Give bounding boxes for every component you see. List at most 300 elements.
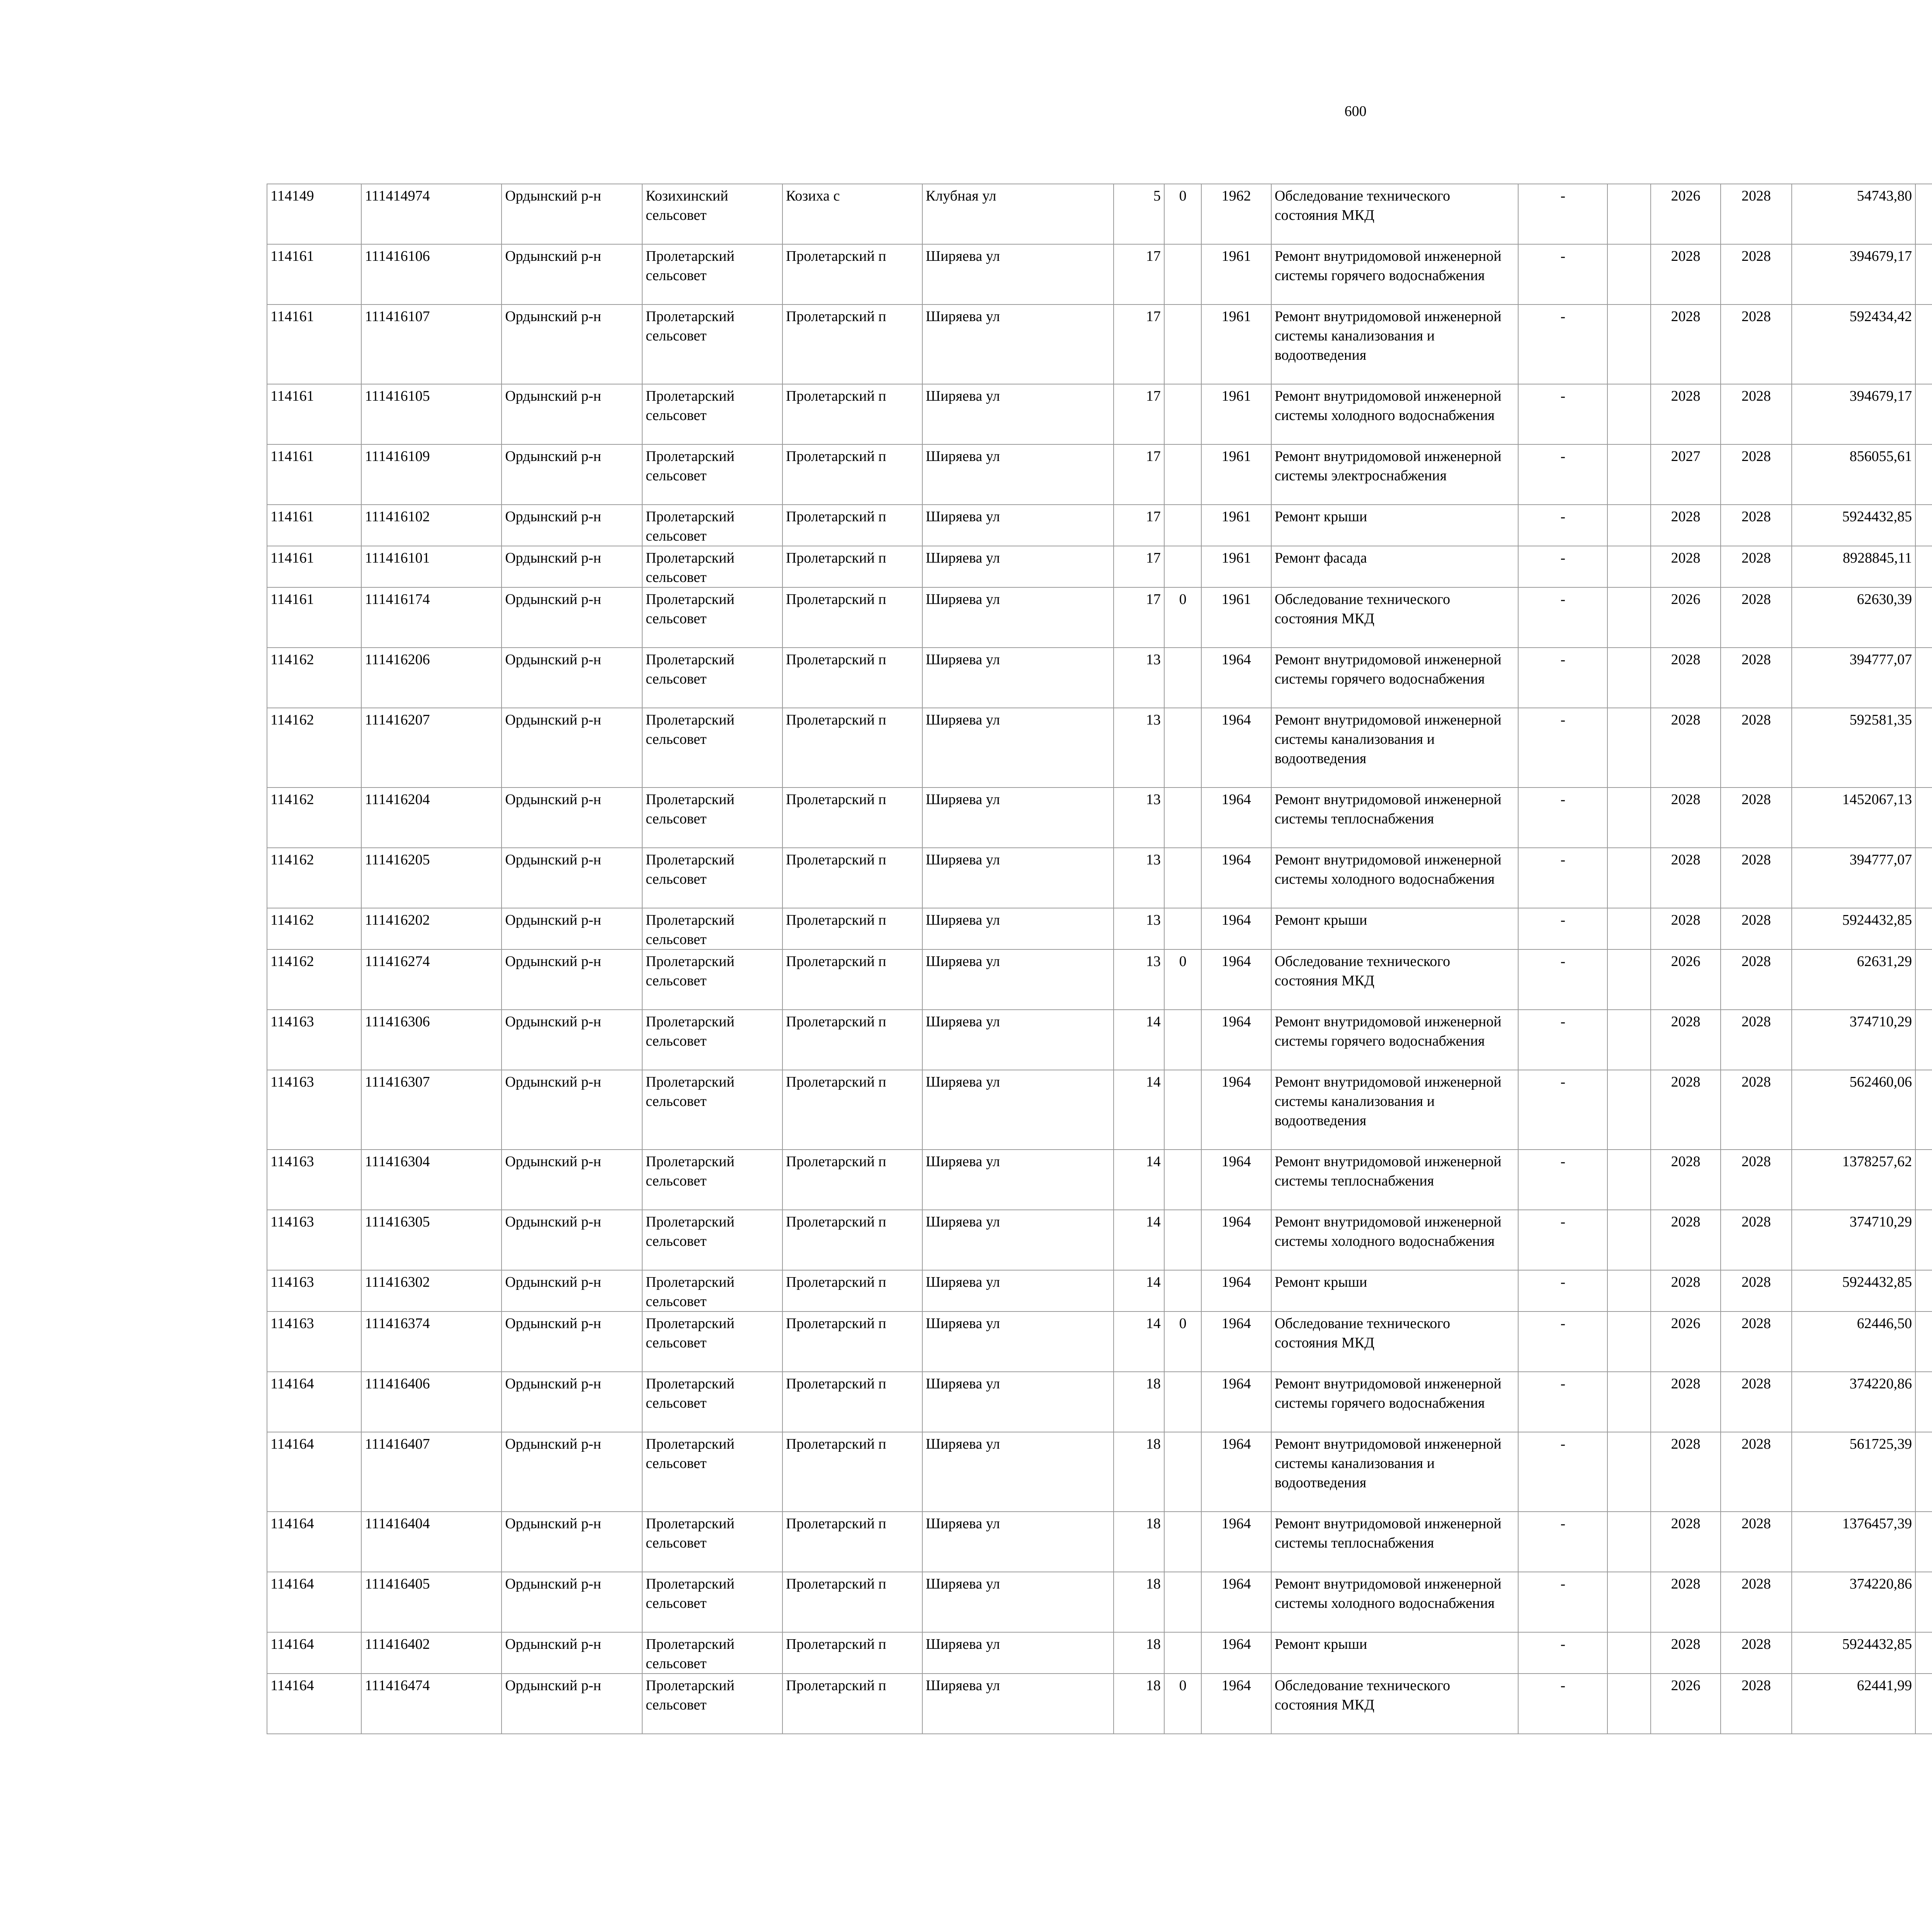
district-cell: Ордынский р-н (502, 505, 642, 546)
empty-cell (1607, 304, 1651, 384)
record-id-cell: 111416305 (361, 1210, 502, 1270)
record-id-cell: 111416474 (361, 1674, 502, 1734)
year-end-cell: 2028 (1721, 708, 1792, 788)
table-row (267, 949, 1932, 1010)
building-cell (1164, 304, 1201, 384)
cost-cell: 8928845,11 (1792, 546, 1915, 587)
build-year-cell: 1964 (1201, 1632, 1271, 1674)
cost-cell: 394777,07 (1792, 648, 1915, 708)
build-year-cell: 1964 (1201, 708, 1271, 788)
building-cell (1164, 546, 1201, 587)
record-id-cell: 111416404 (361, 1512, 502, 1572)
cost-cell: 5924432,85 (1792, 1270, 1915, 1311)
record-id-cell: 111416109 (361, 444, 502, 505)
house-number-cell: 13 (1114, 848, 1164, 908)
work-type-cell: Ремонт внутридомовой инженерной системы горячего водоснабжения (1271, 648, 1519, 708)
work-type-cell: Обследование технического состояния МКД (1271, 587, 1519, 648)
build-year-cell: 1961 (1201, 244, 1271, 304)
dash-cell: - (1518, 546, 1607, 587)
house-number-cell: 17 (1114, 384, 1164, 444)
cost-total-cell (1915, 1070, 1932, 1150)
table-row (267, 1010, 1932, 1070)
house-id-cell: 114161 (267, 384, 361, 444)
dash-cell: - (1518, 1070, 1607, 1150)
house-id-cell: 114161 (267, 546, 361, 587)
work-type-cell: Ремонт внутридомовой инженерной системы теплоснабжения (1271, 1150, 1519, 1210)
year-start-cell: 2026 (1651, 1311, 1720, 1372)
year-end-cell: 2028 (1721, 1632, 1792, 1674)
locality-cell: Пролетарский п (782, 908, 922, 949)
record-id-cell: 111416207 (361, 708, 502, 788)
house-id-cell: 114163 (267, 1150, 361, 1210)
year-start-cell: 2028 (1651, 1150, 1720, 1210)
work-type-cell: Ремонт внутридомовой инженерной системы холодного водоснабжения (1271, 1210, 1519, 1270)
year-end-cell: 2028 (1721, 587, 1792, 648)
house-number-cell: 18 (1114, 1632, 1164, 1674)
building-cell (1164, 788, 1201, 848)
table-row (267, 304, 1932, 384)
build-year-cell: 1964 (1201, 1311, 1271, 1372)
cost-cell: 5924432,85 (1792, 908, 1915, 949)
building-cell (1164, 648, 1201, 708)
build-year-cell: 1964 (1201, 1432, 1271, 1512)
year-end-cell: 2028 (1721, 1674, 1792, 1734)
house-id-cell: 114164 (267, 1632, 361, 1674)
cost-cell: 394777,07 (1792, 848, 1915, 908)
dash-cell: - (1518, 244, 1607, 304)
district-cell: Ордынский р-н (502, 384, 642, 444)
building-cell (1164, 708, 1201, 788)
work-type-cell: Ремонт крыши (1271, 908, 1519, 949)
page-number: 600 (1344, 103, 1367, 119)
building-cell: 0 (1164, 1674, 1201, 1734)
locality-cell: Пролетарский п (782, 788, 922, 848)
building-cell: 0 (1164, 184, 1201, 244)
district-cell: Ордынский р-н (502, 908, 642, 949)
district-cell: Ордынский р-н (502, 1070, 642, 1150)
empty-cell (1607, 708, 1651, 788)
record-id-cell: 111416174 (361, 587, 502, 648)
year-start-cell: 2028 (1651, 1210, 1720, 1270)
council-cell: Пролетарский сельсовет (642, 648, 782, 708)
council-cell: Пролетарский сельсовет (642, 505, 782, 546)
empty-cell (1607, 949, 1651, 1010)
work-type-cell: Обследование технического состояния МКД (1271, 184, 1519, 244)
street-cell: Ширяева ул (922, 1070, 1114, 1150)
council-cell: Пролетарский сельсовет (642, 444, 782, 505)
year-end-cell: 2028 (1721, 1372, 1792, 1432)
year-end-cell: 2028 (1721, 1432, 1792, 1512)
locality-cell: Пролетарский п (782, 1674, 922, 1734)
work-type-cell: Обследование технического состояния МКД (1271, 949, 1519, 1010)
house-number-cell: 17 (1114, 444, 1164, 505)
table-row (267, 848, 1932, 908)
house-number-cell: 17 (1114, 505, 1164, 546)
council-cell: Пролетарский сельсовет (642, 1210, 782, 1270)
cost-cell: 561725,39 (1792, 1432, 1915, 1512)
building-cell (1164, 1512, 1201, 1572)
dash-cell: - (1518, 1432, 1607, 1512)
cost-total-cell (1915, 708, 1932, 788)
dash-cell: - (1518, 1372, 1607, 1432)
house-number-cell: 14 (1114, 1311, 1164, 1372)
building-cell: 0 (1164, 1311, 1201, 1372)
empty-cell (1607, 444, 1651, 505)
street-cell: Ширяева ул (922, 908, 1114, 949)
building-cell (1164, 1010, 1201, 1070)
house-id-cell: 114163 (267, 1210, 361, 1270)
record-id-cell: 111416407 (361, 1432, 502, 1512)
cost-cell: 62631,29 (1792, 949, 1915, 1010)
house-id-cell: 114164 (267, 1674, 361, 1734)
district-cell: Ордынский р-н (502, 1010, 642, 1070)
cost-total-cell (1915, 1674, 1932, 1734)
year-end-cell: 2028 (1721, 384, 1792, 444)
building-cell (1164, 1372, 1201, 1432)
district-cell: Ордынский р-н (502, 1512, 642, 1572)
council-cell: Пролетарский сельсовет (642, 848, 782, 908)
house-id-cell: 114149 (267, 184, 361, 244)
empty-cell (1607, 1632, 1651, 1674)
dash-cell: - (1518, 908, 1607, 949)
dash-cell: - (1518, 1674, 1607, 1734)
house-id-cell: 114162 (267, 648, 361, 708)
house-number-cell: 17 (1114, 587, 1164, 648)
cost-total-cell (1915, 1311, 1932, 1372)
year-start-cell: 2028 (1651, 1270, 1720, 1311)
district-cell: Ордынский р-н (502, 848, 642, 908)
district-cell: Ордынский р-н (502, 949, 642, 1010)
record-id-cell: 111416105 (361, 384, 502, 444)
cost-total-cell (1915, 384, 1932, 444)
cost-cell: 62630,39 (1792, 587, 1915, 648)
council-cell: Пролетарский сельсовет (642, 244, 782, 304)
work-type-cell: Ремонт крыши (1271, 505, 1519, 546)
locality-cell: Пролетарский п (782, 848, 922, 908)
dash-cell: - (1518, 648, 1607, 708)
council-cell: Козихинский сельсовет (642, 184, 782, 244)
dash-cell: - (1518, 708, 1607, 788)
cost-total-cell (1915, 444, 1932, 505)
street-cell: Ширяева ул (922, 384, 1114, 444)
locality-cell: Пролетарский п (782, 708, 922, 788)
table-row (267, 505, 1932, 546)
dash-cell: - (1518, 1270, 1607, 1311)
locality-cell: Пролетарский п (782, 1311, 922, 1372)
house-id-cell: 114161 (267, 244, 361, 304)
year-end-cell: 2028 (1721, 244, 1792, 304)
street-cell: Ширяева ул (922, 788, 1114, 848)
street-cell: Ширяева ул (922, 444, 1114, 505)
house-id-cell: 114164 (267, 1372, 361, 1432)
street-cell: Ширяева ул (922, 1432, 1114, 1512)
locality-cell: Козиха с (782, 184, 922, 244)
house-number-cell: 13 (1114, 648, 1164, 708)
house-number-cell: 18 (1114, 1432, 1164, 1512)
cost-cell: 62441,99 (1792, 1674, 1915, 1734)
build-year-cell: 1961 (1201, 304, 1271, 384)
house-number-cell: 13 (1114, 908, 1164, 949)
council-cell: Пролетарский сельсовет (642, 1150, 782, 1210)
cost-cell: 1376457,39 (1792, 1512, 1915, 1572)
record-id-cell: 111416306 (361, 1010, 502, 1070)
build-year-cell: 1964 (1201, 1270, 1271, 1311)
table-row (267, 708, 1932, 788)
locality-cell: Пролетарский п (782, 1210, 922, 1270)
dash-cell: - (1518, 1632, 1607, 1674)
year-end-cell: 2028 (1721, 444, 1792, 505)
house-number-cell: 14 (1114, 1070, 1164, 1150)
table-row (267, 384, 1932, 444)
table-row (267, 444, 1932, 505)
council-cell: Пролетарский сельсовет (642, 1010, 782, 1070)
locality-cell: Пролетарский п (782, 444, 922, 505)
year-end-cell: 2028 (1721, 505, 1792, 546)
empty-cell (1607, 505, 1651, 546)
locality-cell: Пролетарский п (782, 505, 922, 546)
council-cell: Пролетарский сельсовет (642, 908, 782, 949)
work-type-cell: Обследование технического состояния МКД (1271, 1311, 1519, 1372)
cost-cell: 5924432,85 (1792, 1632, 1915, 1674)
council-cell: Пролетарский сельсовет (642, 788, 782, 848)
empty-cell (1607, 648, 1651, 708)
locality-cell: Пролетарский п (782, 949, 922, 1010)
cost-total-cell (1915, 184, 1932, 244)
record-id-cell: 111416101 (361, 546, 502, 587)
cost-cell: 592434,42 (1792, 304, 1915, 384)
table-row (267, 788, 1932, 848)
locality-cell: Пролетарский п (782, 244, 922, 304)
dash-cell: - (1518, 184, 1607, 244)
year-start-cell: 2028 (1651, 708, 1720, 788)
locality-cell: Пролетарский п (782, 648, 922, 708)
cost-total-cell (1915, 1210, 1932, 1270)
work-type-cell: Обследование технического состояния МКД (1271, 1674, 1519, 1734)
house-id-cell: 114162 (267, 908, 361, 949)
year-end-cell: 2028 (1721, 304, 1792, 384)
cost-cell: 374710,29 (1792, 1210, 1915, 1270)
building-cell (1164, 1432, 1201, 1512)
street-cell: Ширяева ул (922, 1572, 1114, 1632)
dash-cell: - (1518, 505, 1607, 546)
house-id-cell: 114161 (267, 304, 361, 384)
dash-cell: - (1518, 1572, 1607, 1632)
year-start-cell: 2028 (1651, 1372, 1720, 1432)
locality-cell: Пролетарский п (782, 1372, 922, 1432)
year-start-cell: 2028 (1651, 1512, 1720, 1572)
cost-cell: 374220,86 (1792, 1372, 1915, 1432)
cost-cell: 374710,29 (1792, 1010, 1915, 1070)
year-end-cell: 2028 (1721, 1210, 1792, 1270)
year-start-cell: 2028 (1651, 384, 1720, 444)
work-type-cell: Ремонт внутридомовой инженерной системы электроснабжения (1271, 444, 1519, 505)
build-year-cell: 1964 (1201, 1010, 1271, 1070)
building-cell (1164, 384, 1201, 444)
locality-cell: Пролетарский п (782, 1632, 922, 1674)
council-cell: Пролетарский сельсовет (642, 1512, 782, 1572)
work-type-cell: Ремонт внутридомовой инженерной системы теплоснабжения (1271, 1512, 1519, 1572)
table-row (267, 1311, 1932, 1372)
locality-cell: Пролетарский п (782, 304, 922, 384)
street-cell: Ширяева ул (922, 648, 1114, 708)
year-end-cell: 2028 (1721, 1311, 1792, 1372)
empty-cell (1607, 908, 1651, 949)
build-year-cell: 1964 (1201, 648, 1271, 708)
dash-cell: - (1518, 1150, 1607, 1210)
street-cell: Ширяева ул (922, 1210, 1114, 1270)
record-id-cell: 111416202 (361, 908, 502, 949)
house-number-cell: 13 (1114, 788, 1164, 848)
council-cell: Пролетарский сельсовет (642, 1572, 782, 1632)
empty-cell (1607, 1070, 1651, 1150)
table-row (267, 1432, 1932, 1512)
table-row (267, 546, 1932, 587)
year-start-cell: 2028 (1651, 1070, 1720, 1150)
locality-cell: Пролетарский п (782, 1512, 922, 1572)
year-start-cell: 2028 (1651, 1572, 1720, 1632)
work-type-cell: Ремонт внутридомовой инженерной системы холодного водоснабжения (1271, 1572, 1519, 1632)
district-cell: Ордынский р-н (502, 304, 642, 384)
cost-cell: 374220,86 (1792, 1572, 1915, 1632)
year-start-cell: 2028 (1651, 546, 1720, 587)
locality-cell: Пролетарский п (782, 1432, 922, 1512)
council-cell: Пролетарский сельсовет (642, 1070, 782, 1150)
table-row (267, 1632, 1932, 1674)
house-number-cell: 18 (1114, 1512, 1164, 1572)
build-year-cell: 1964 (1201, 1572, 1271, 1632)
empty-cell (1607, 546, 1651, 587)
building-cell (1164, 444, 1201, 505)
council-cell: Пролетарский сельсовет (642, 546, 782, 587)
locality-cell: Пролетарский п (782, 546, 922, 587)
district-cell: Ордынский р-н (502, 244, 642, 304)
district-cell: Ордынский р-н (502, 1632, 642, 1674)
year-end-cell: 2028 (1721, 908, 1792, 949)
street-cell: Клубная ул (922, 184, 1114, 244)
table-row (267, 1512, 1932, 1572)
build-year-cell: 1961 (1201, 587, 1271, 648)
building-cell (1164, 908, 1201, 949)
district-cell: Ордынский р-н (502, 1270, 642, 1311)
house-number-cell: 14 (1114, 1210, 1164, 1270)
table-row (267, 1150, 1932, 1210)
council-cell: Пролетарский сельсовет (642, 1632, 782, 1674)
house-id-cell: 114161 (267, 505, 361, 546)
council-cell: Пролетарский сельсовет (642, 587, 782, 648)
year-start-cell: 2028 (1651, 788, 1720, 848)
street-cell: Ширяева ул (922, 1270, 1114, 1311)
house-number-cell: 17 (1114, 244, 1164, 304)
building-cell (1164, 1632, 1201, 1674)
record-id-cell: 111416402 (361, 1632, 502, 1674)
work-type-cell: Ремонт внутридомовой инженерной системы канализования и водоотведения (1271, 1070, 1519, 1150)
house-id-cell: 114162 (267, 708, 361, 788)
year-start-cell: 2028 (1651, 304, 1720, 384)
empty-cell (1607, 587, 1651, 648)
year-end-cell: 2028 (1721, 848, 1792, 908)
record-id-cell: 111416304 (361, 1150, 502, 1210)
work-type-cell: Ремонт внутридомовой инженерной системы холодного водоснабжения (1271, 384, 1519, 444)
street-cell: Ширяева ул (922, 1512, 1114, 1572)
cost-total-cell (1915, 546, 1932, 587)
district-cell: Ордынский р-н (502, 1432, 642, 1512)
record-id-cell: 111416106 (361, 244, 502, 304)
empty-cell (1607, 184, 1651, 244)
council-cell: Пролетарский сельсовет (642, 304, 782, 384)
street-cell: Ширяева ул (922, 546, 1114, 587)
house-number-cell: 18 (1114, 1372, 1164, 1432)
district-cell: Ордынский р-н (502, 648, 642, 708)
dash-cell: - (1518, 304, 1607, 384)
building-cell (1164, 1150, 1201, 1210)
street-cell: Ширяева ул (922, 1010, 1114, 1070)
street-cell: Ширяева ул (922, 1674, 1114, 1734)
house-number-cell: 17 (1114, 304, 1164, 384)
year-end-cell: 2028 (1721, 184, 1792, 244)
record-id-cell: 111416206 (361, 648, 502, 708)
year-start-cell: 2027 (1651, 444, 1720, 505)
build-year-cell: 1964 (1201, 848, 1271, 908)
council-cell: Пролетарский сельсовет (642, 1311, 782, 1372)
house-id-cell: 114163 (267, 1311, 361, 1372)
house-number-cell: 17 (1114, 546, 1164, 587)
cost-total-cell (1915, 1372, 1932, 1432)
locality-cell: Пролетарский п (782, 1010, 922, 1070)
work-type-cell: Ремонт крыши (1271, 1270, 1519, 1311)
building-cell (1164, 1070, 1201, 1150)
house-id-cell: 114162 (267, 949, 361, 1010)
work-type-cell: Ремонт внутридомовой инженерной системы горячего водоснабжения (1271, 1372, 1519, 1432)
dash-cell: - (1518, 1311, 1607, 1372)
build-year-cell: 1961 (1201, 384, 1271, 444)
year-start-cell: 2028 (1651, 1432, 1720, 1512)
house-number-cell: 5 (1114, 184, 1164, 244)
year-start-cell: 2028 (1651, 1632, 1720, 1674)
building-cell (1164, 1572, 1201, 1632)
street-cell: Ширяева ул (922, 949, 1114, 1010)
house-number-cell: 14 (1114, 1270, 1164, 1311)
cost-total-cell (1915, 587, 1932, 648)
house-id-cell: 114164 (267, 1572, 361, 1632)
year-end-cell: 2028 (1721, 648, 1792, 708)
build-year-cell: 1964 (1201, 1070, 1271, 1150)
empty-cell (1607, 1432, 1651, 1512)
locality-cell: Пролетарский п (782, 587, 922, 648)
empty-cell (1607, 1674, 1651, 1734)
year-start-cell: 2026 (1651, 1674, 1720, 1734)
cost-total-cell (1915, 648, 1932, 708)
record-id-cell: 111416405 (361, 1572, 502, 1632)
work-type-cell: Ремонт внутридомовой инженерной системы теплоснабжения (1271, 788, 1519, 848)
building-cell (1164, 505, 1201, 546)
build-year-cell: 1964 (1201, 1372, 1271, 1432)
build-year-cell: 1962 (1201, 184, 1271, 244)
cost-total-cell (1915, 949, 1932, 1010)
house-id-cell: 114162 (267, 788, 361, 848)
district-cell: Ордынский р-н (502, 1572, 642, 1632)
house-number-cell: 13 (1114, 949, 1164, 1010)
district-cell: Ордынский р-н (502, 1210, 642, 1270)
build-year-cell: 1964 (1201, 1150, 1271, 1210)
council-cell: Пролетарский сельсовет (642, 949, 782, 1010)
build-year-cell: 1961 (1201, 505, 1271, 546)
locality-cell: Пролетарский п (782, 1150, 922, 1210)
year-start-cell: 2028 (1651, 1010, 1720, 1070)
house-number-cell: 18 (1114, 1572, 1164, 1632)
work-type-cell: Ремонт внутридомовой инженерной системы канализования и водоотведения (1271, 1432, 1519, 1512)
council-cell: Пролетарский сельсовет (642, 708, 782, 788)
council-cell: Пролетарский сельсовет (642, 1270, 782, 1311)
